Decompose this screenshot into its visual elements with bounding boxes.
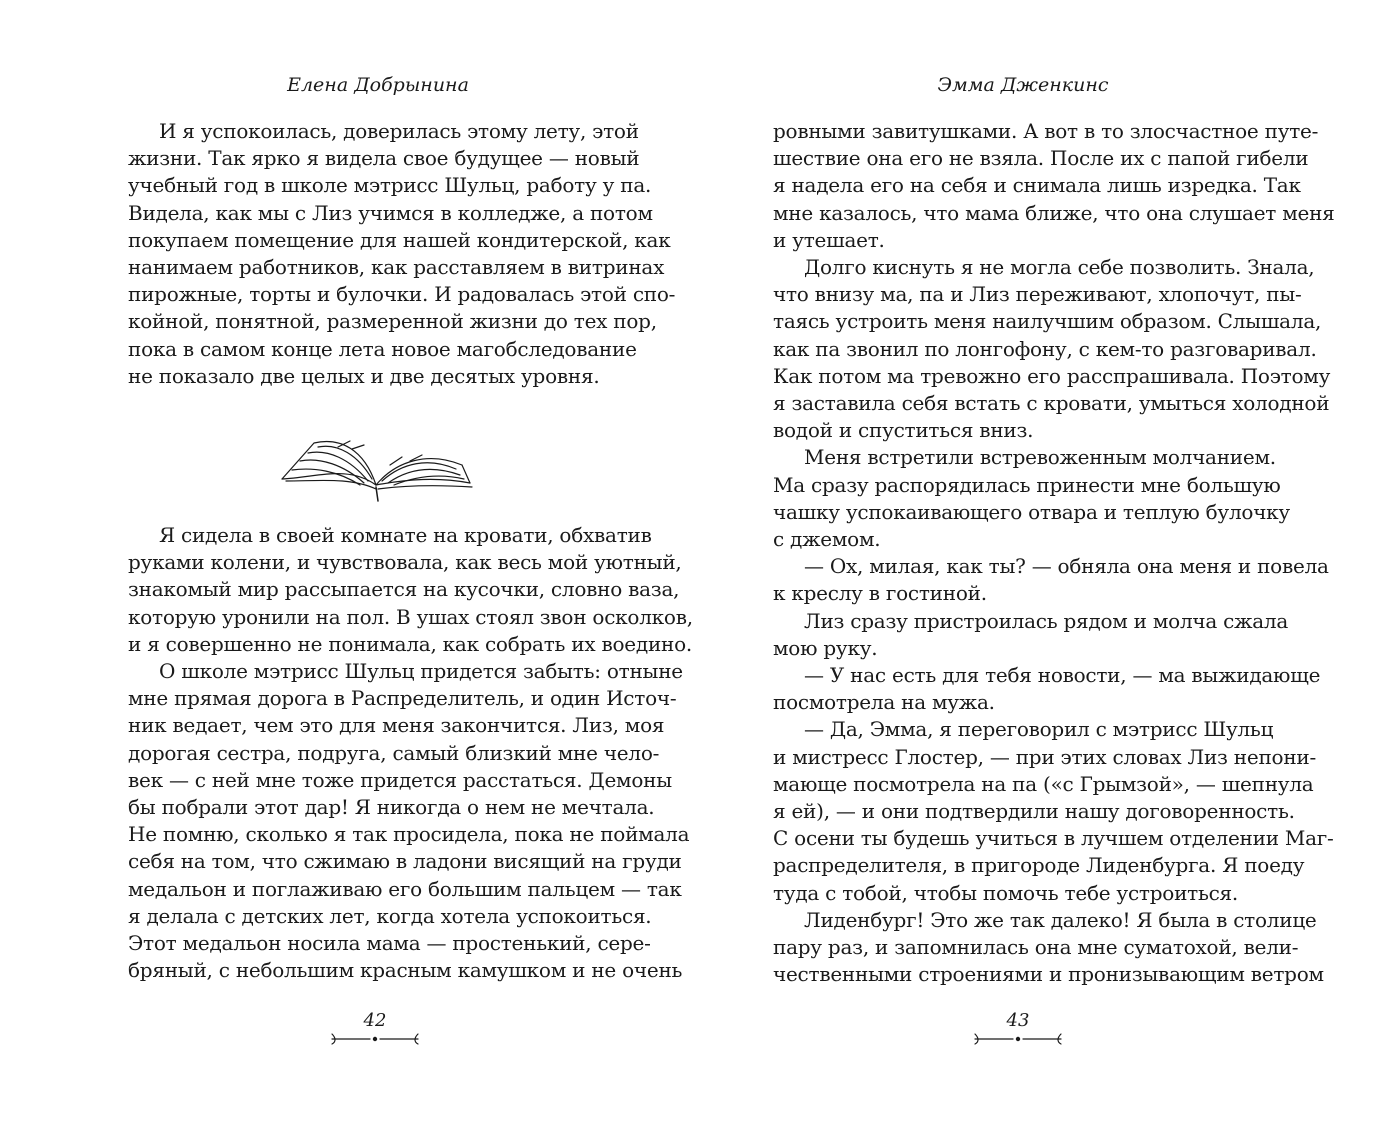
text-line: ник ведает, чем это для меня закончится. Лиз, моя <box>128 713 665 738</box>
text-line: Я сидела в своей комнате на кровати, обхватив <box>159 523 652 547</box>
running-head-title: Эмма Дженкинс <box>937 74 1109 96</box>
text-line: Не помню, сколько я так просидела, пока не поймала <box>128 822 690 847</box>
text-line: — Ох, милая, как ты? — обняла она меня и повела <box>804 554 1329 579</box>
text-line: И я успокоилась, доверилась этому лету, этой <box>159 119 639 143</box>
text-line: мающе посмотрела на па («с Грымзой», — шепнула <box>773 771 1314 796</box>
text-line: бряный, с небольшим красным камушком и не очень <box>128 958 683 983</box>
text-line: чественными строениями и пронизывающим ветром <box>773 962 1324 987</box>
text-line: Этот медальон носила мама — простенький, сере- <box>128 931 651 956</box>
text-line: что внизу ма, па и Лиз переживают, хлопочут, пы- <box>773 282 1302 307</box>
text-line: Лиз сразу пристроилась рядом и молча сжала <box>804 608 1289 633</box>
text-line: себя на том, что сжимаю в ладони висящий на груди <box>128 849 682 874</box>
text-line: — У нас есть для тебя новости, — ма выжидающе <box>804 663 1321 688</box>
text-block-1 <box>128 118 676 390</box>
text-line: век — с ней мне тоже придется расстаться. Демоны <box>128 767 672 792</box>
text-line: пока в самом конце лета новое магобследование <box>128 336 637 361</box>
text-line: чашку успокаивающего отвара и теплую булочку <box>773 499 1290 524</box>
text-line: мою руку. <box>773 635 878 660</box>
text-line: к креслу в гостиной. <box>773 581 987 606</box>
text-line: пару раз, и запомнилась она мне суматохой, вели- <box>773 935 1299 960</box>
text-line: и утешает. <box>773 227 885 252</box>
text-line: бы побрали этот дар! Я никогда о нем не мечтала. <box>128 795 655 820</box>
left-page <box>128 0 693 1125</box>
text-line: распределителя, в пригороде Лиденбурга. Я поеду <box>773 853 1305 878</box>
text-line: койной, понятной, размеренной жизни до тех пор, <box>128 309 657 334</box>
text-line: туда с тобой, чтобы помочь тебе устроиться. <box>773 880 1239 905</box>
text-line: покупаем помещение для нашей кондитерской, как <box>128 227 671 252</box>
page-number-label: 43 <box>1006 1010 1030 1031</box>
text-line: медальон и поглаживаю его большим пальцем — так <box>128 876 682 901</box>
text-line: учебный год в школе мэтрисс Шульц, работу у па. <box>128 173 652 198</box>
running-head-author: Елена Добрынина <box>287 74 469 96</box>
text-block-2 <box>128 522 693 984</box>
text-line: Долго киснуть я не могла себе позволить. Знала, <box>804 255 1315 280</box>
text-line: руками колени, и чувствовала, как весь мой уютный, <box>128 550 682 575</box>
text-line: мне прямая дорога в Распределитель, и один Источ- <box>128 686 677 711</box>
text-line: я делала с детских лет, когда хотела успокоиться. <box>128 903 652 928</box>
text-line: Меня встретили встревоженным молчанием. <box>804 445 1276 470</box>
folio-flourish-icon <box>973 1031 1063 1045</box>
text-line: и я совершенно не понимала, как собрать их воедино. <box>128 631 692 656</box>
text-line: нанимаем работников, как расставляем в витринах <box>128 255 665 280</box>
text-line: Лиденбург! Это же так далеко! Я была в столице <box>804 907 1317 932</box>
text-block-3 <box>773 118 1335 989</box>
text-line: с джемом. <box>773 527 881 552</box>
text-line: водой и спуститься вниз. <box>773 418 1034 443</box>
text-line: знакомый мир рассыпается на кусочки, словно ваза, <box>128 577 680 602</box>
text-line: Ма сразу распорядилась принести мне большую <box>773 472 1281 497</box>
text-line: и мистресс Глостер, — при этих словах Лиз непони- <box>773 744 1317 769</box>
text-line: Видела, как мы с Лиз учимся в колледже, а потом <box>128 200 653 225</box>
text-line: — Да, Эмма, я переговорил с мэтрисс Шульц <box>804 717 1274 742</box>
text-line: мне казалось, что мама ближе, что она слушает меня <box>773 200 1335 225</box>
text-line: не показало две целых и две десятых уровня. <box>128 363 600 388</box>
text-line: жизни. Так ярко я видела свое будущее — новый <box>128 146 640 171</box>
text-line: С осени ты будешь учиться в лучшем отделении Маг- <box>773 826 1334 851</box>
text-line: шествие она его не взяла. После их с папой гибели <box>773 146 1309 171</box>
right-page <box>773 0 1335 1125</box>
text-line: которую уронили на пол. В ушах стоял звон осколков, <box>128 604 693 629</box>
text-line: пирожные, торты и булочки. И радовалась этой спо- <box>128 282 676 307</box>
page-number-label: 42 <box>363 1010 387 1031</box>
page-number <box>968 1010 1068 1045</box>
text-line: как па звонил по лонгофону, с кем-то разговаривал. <box>773 336 1317 361</box>
text-line: дорогая сестра, подруга, самый близкий мне чело- <box>128 740 660 765</box>
text-line: О школе мэтрисс Шульц придется забыть: отныне <box>159 659 683 684</box>
text-line: посмотрела на мужа. <box>773 690 995 715</box>
text-line: я ей), — и они подтвердили нашу договоренность. <box>773 799 1295 824</box>
folio-flourish-icon <box>330 1031 420 1045</box>
text-line: таясь устроить меня наилучшим образом. Слышала, <box>773 309 1322 334</box>
open-book-icon <box>278 425 478 505</box>
text-line: ровными завитушками. А вот в то злосчастное путе- <box>773 119 1319 143</box>
text-line: я надела его на себя и снимала лишь изредка. Так <box>773 173 1301 198</box>
text-line: Как потом ма тревожно его расспрашивала. Поэтому <box>773 363 1331 388</box>
text-line: я заставила себя встать с кровати, умыться холодной <box>773 391 1330 416</box>
page-number <box>325 1010 425 1045</box>
